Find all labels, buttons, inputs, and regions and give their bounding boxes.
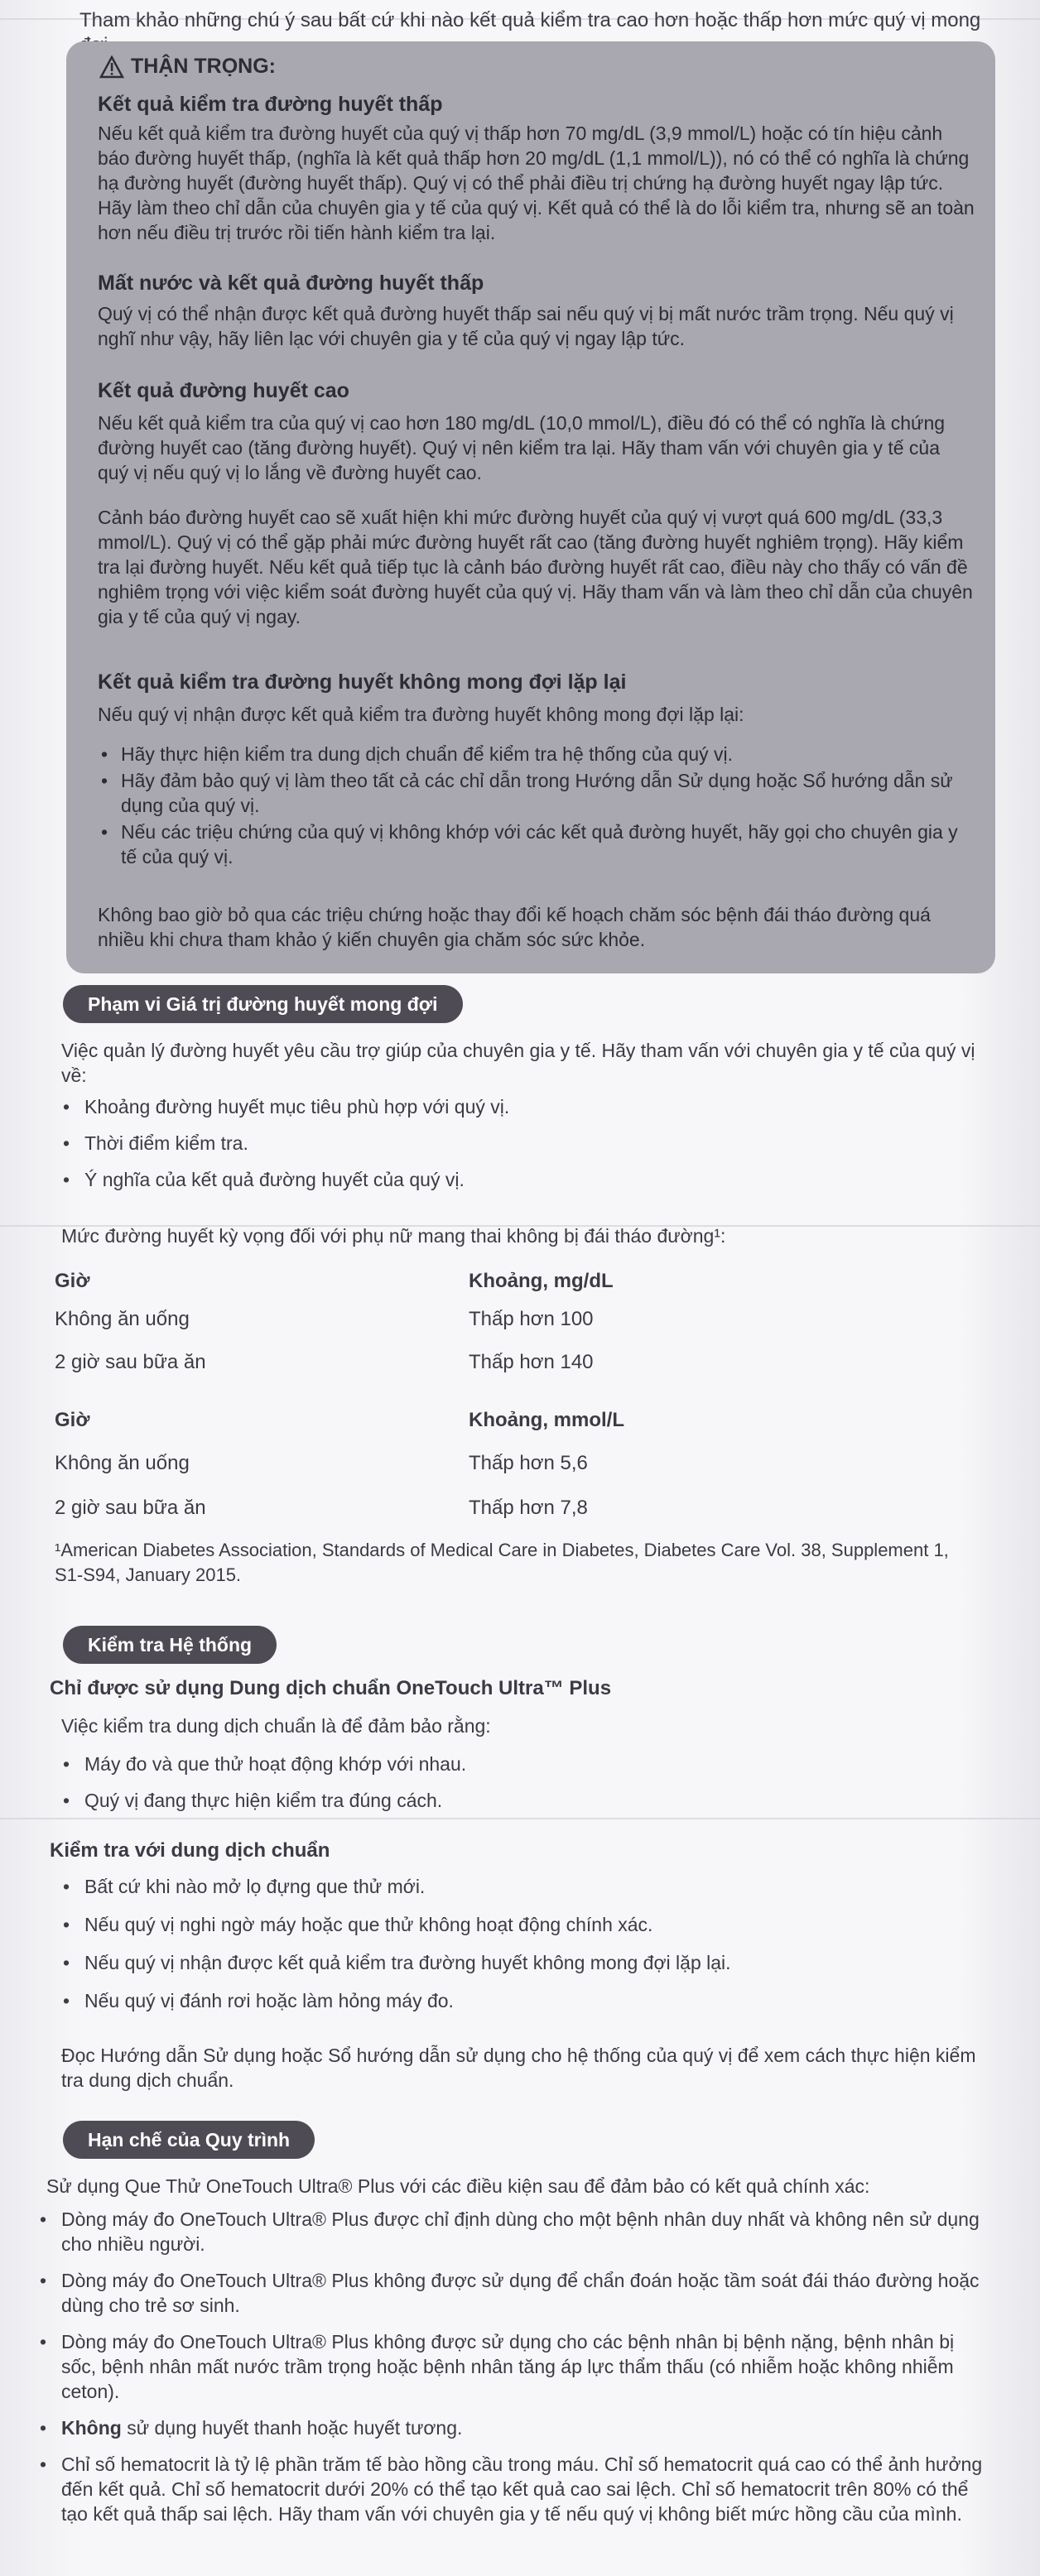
low-heading: Kết quả kiểm tra đường huyết thấp	[98, 93, 443, 116]
system-section-pill: Kiểm tra Hệ thống	[63, 1626, 277, 1664]
value-cell: Thấp hơn 140	[469, 1351, 594, 1373]
table-row	[55, 1497, 717, 1530]
system-intro: Việc kiểm tra dung dịch chuẩn là để đảm bảo rằng:	[61, 1715, 491, 1737]
limits-section-pill: Hạn chế của Quy trình	[63, 2121, 315, 2159]
list-item: • Khoảng đường huyết mục tiêu phù hợp với quý vị.	[61, 1094, 989, 1119]
system-list	[61, 1752, 989, 1813]
bold-word: Không	[61, 2417, 122, 2439]
table-header	[55, 1270, 717, 1303]
list-item-text: sử dụng huyết thanh hoặc huyết tương.	[127, 2417, 463, 2439]
col-range-header: Khoảng, mmol/L	[469, 1409, 624, 1431]
range-section-pill: Phạm vi Giá trị đường huyết mong đợi	[63, 985, 463, 1023]
time-cell: 2 giờ sau bữa ăn	[55, 1497, 206, 1519]
time-cell: Không ăn uống	[55, 1452, 190, 1474]
list-item	[38, 2415, 990, 2440]
table-header	[55, 1409, 717, 1442]
caution-box	[66, 41, 995, 973]
time-cell: 2 giờ sau bữa ăn	[55, 1351, 206, 1373]
value-cell: Thấp hơn 100	[469, 1308, 594, 1330]
paper-fold	[0, 1818, 1040, 1819]
high-text-2: Cảnh báo đường huyết cao sẽ xuất hiện khi mức đường huyết của quý vị vượt quá 600 mg/dL (33,3 mmol/L). Quý vị có thể gặp phải mức đường huyết rất cao (tăng đường huyết nghiêm trọng). Hãy kiểm tra lại đường huyết. Nếu kết quả tiếp tục là cảnh báo đường huyết rất cao, điều này cho thấy có vấn đề nghiêm trọng với việc kiểm soát đường huyết của quý vị. Hãy tham vấn và làm theo chỉ dẫn của chuyên gia y tế của quý vị ngay.	[98, 507, 973, 627]
col-time-header: Giờ	[55, 1270, 90, 1292]
table-row	[55, 1351, 717, 1384]
list-item: • Nếu quý vị nghi ngờ máy hoặc que thử không hoạt động chính xác.	[61, 1912, 989, 1937]
unexpected-list	[98, 742, 975, 871]
list-item: • Chỉ số hematocrit là tỷ lệ phần trăm tế bào hồng cầu trong máu. Chỉ số hematocrit quá cao có thể ảnh hưởng đến kết quả. Chỉ số hematocrit dưới 20% có thể tạo kết quả cao sai lệch. Chỉ số hematocrit trên 80% có thể tạo kết quả thấp sai lệch. Hãy tham vấn với chuyên gia y tế nếu quý vị không biết mức hồng cầu của mình.	[38, 2452, 990, 2526]
unexpected-note: Không bao giờ bỏ qua các triệu chứng hoặc thay đổi kế hoạch chăm sóc bệnh đái tháo đường quá nhiều khi chưa tham khảo ý kiến chuyên gia chăm sóc sức khỏe.	[98, 904, 931, 950]
caution-title-text: THẬN TRỌNG:	[131, 55, 276, 78]
range-intro: Việc quản lý đường huyết yêu cầu trợ giúp của chuyên gia y tế. Hãy tham vấn với chuyên gia y tế của quý vị về:	[61, 1040, 975, 1086]
limits-list	[38, 2207, 990, 2526]
list-item: • Dòng máy đo OneTouch Ultra® Plus không được sử dụng để chẩn đoán hoặc tầm soát đái tháo đường hoặc dùng cho trẻ sơ sinh.	[38, 2268, 990, 2318]
list-item: • Nếu quý vị đánh rơi hoặc làm hỏng máy đo.	[61, 1988, 989, 2013]
list-item: • Dòng máy đo OneTouch Ultra® Plus được chỉ định dùng cho một bệnh nhân duy nhất và không nên sử dụng cho nhiều người.	[38, 2207, 990, 2256]
col-range-header: Khoảng, mg/dL	[469, 1270, 614, 1292]
value-cell: Thấp hơn 5,6	[469, 1452, 588, 1474]
control-heading: Kiểm tra với dung dịch chuẩn	[50, 1839, 330, 1862]
dehydration-heading: Mất nước và kết quả đường huyết thấp	[98, 272, 484, 295]
list-item: • Hãy thực hiện kiểm tra dung dịch chuẩn để kiểm tra hệ thống của quý vị.	[98, 742, 975, 767]
high-text-1: Nếu kết quả kiểm tra của quý vị cao hơn 180 mg/dL (10,0 mmol/L), điều đó có thể có nghĩa là chứng đường huyết cao (tăng đường huyết). Quý vị nên kiểm tra lại. Hãy tham vấn với chuyên gia y tế của quý vị nếu quý vị lo lắng về đường huyết cao.	[98, 412, 946, 483]
unexpected-intro: Nếu quý vị nhận được kết quả kiểm tra đường huyết không mong đợi lặp lại:	[98, 704, 744, 725]
range-list	[61, 1094, 989, 1192]
caution-title	[99, 55, 276, 79]
list-item: • Quý vị đang thực hiện kiểm tra đúng cách.	[61, 1788, 989, 1813]
footnote: ¹American Diabetes Association, Standards of Medical Care in Diabetes, Diabetes Care Vol. 38, Supplement 1, S1-S94, January 2015.	[55, 1540, 949, 1585]
list-item: • Máy đo và que thử hoạt động khớp với nhau.	[61, 1752, 989, 1776]
list-item: • Nếu các triệu chứng của quý vị không khớp với các kết quả đường huyết, hãy gọi cho chuyên gia y tế của quý vị.	[98, 819, 975, 869]
value-cell: Thấp hơn 7,8	[469, 1497, 588, 1519]
list-item: • Dòng máy đo OneTouch Ultra® Plus không được sử dụng cho các bệnh nhân bị bệnh nặng, bệnh nhân bị sốc, bệnh nhân mất nước trầm trọng hoặc bệnh nhân tăng áp lực thẩm thấu (có nhiễm hoặc không nhiễm ceton).	[38, 2329, 990, 2404]
col-time-header: Giờ	[55, 1409, 90, 1431]
list-item: • Bất cứ khi nào mở lọ đựng que thử mới.	[61, 1874, 989, 1899]
system-subtitle: Chỉ được sử dụng Dung dịch chuẩn OneTouch Ultra™ Plus	[50, 1677, 612, 1699]
list-item: • Nếu quý vị nhận được kết quả kiểm tra đường huyết không mong đợi lặp lại.	[61, 1950, 989, 1975]
expected-text: Mức đường huyết kỳ vọng đối với phụ nữ mang thai không bị đái tháo đường¹:	[61, 1225, 726, 1247]
intro-text: Tham khảo những chú ý sau bất cứ khi nào kết quả kiểm tra cao hơn hoặc thấp hơn mức quý vị mong	[79, 9, 981, 31]
time-cell: Không ăn uống	[55, 1308, 190, 1330]
list-item: • Hãy đảm bảo quý vị làm theo tất cả các chỉ dẫn trong Hướng dẫn Sử dụng hoặc Sổ hướng dẫn sử dụng của quý vị.	[98, 768, 975, 818]
limits-intro: Sử dụng Que Thử OneTouch Ultra® Plus với các điều kiện sau để đảm bảo có kết quả chính xác:	[46, 2175, 870, 2197]
low-text: Nếu kết quả kiểm tra đường huyết của quý vị thấp hơn 70 mg/dL (3,9 mmol/L) hoặc có tín hiệu cảnh báo đường huyết thấp, (nghĩa là kết quả thấp hơn 20 mg/dL (1,1 mmol/L)), nó có thể có nghĩa là chứng hạ đường huyết (đường huyết thấp). Quý vị có thể phải điều trị chứng hạ đường huyết ngay lập tức. Hãy làm theo chỉ dẫn của chuyên gia y tế của quý vị. Kết quả có thể là do lỗi kiểm tra, nhưng sẽ an toàn hơn nếu điều trị trước rồi tiến hành kiểm tra lại.	[98, 123, 975, 243]
warning-icon	[99, 55, 124, 79]
table-row	[55, 1452, 717, 1485]
unexpected-heading: Kết quả kiểm tra đường huyết không mong đợi lặp lại	[98, 670, 627, 694]
control-list	[61, 1874, 989, 2013]
high-heading: Kết quả đường huyết cao	[98, 379, 349, 402]
system-note: Đọc Hướng dẫn Sử dụng hoặc Sổ hướng dẫn sử dụng cho hệ thống của quý vị để xem cách thực hiện kiểm tra dung dịch chuẩn.	[61, 2045, 976, 2091]
table-row	[55, 1308, 717, 1341]
dehydration-text: Quý vị có thể nhận được kết quả đường huyết thấp sai nếu quý vị bị mất nước trầm trọng. Nếu quý vị nghĩ như vậy, hãy liên lạc với chuyên gia y tế của quý vị ngay lập tức.	[98, 303, 954, 349]
list-item: • Ý nghĩa của kết quả đường huyết của quý vị.	[61, 1167, 989, 1192]
list-item: • Thời điểm kiểm tra.	[61, 1131, 989, 1156]
